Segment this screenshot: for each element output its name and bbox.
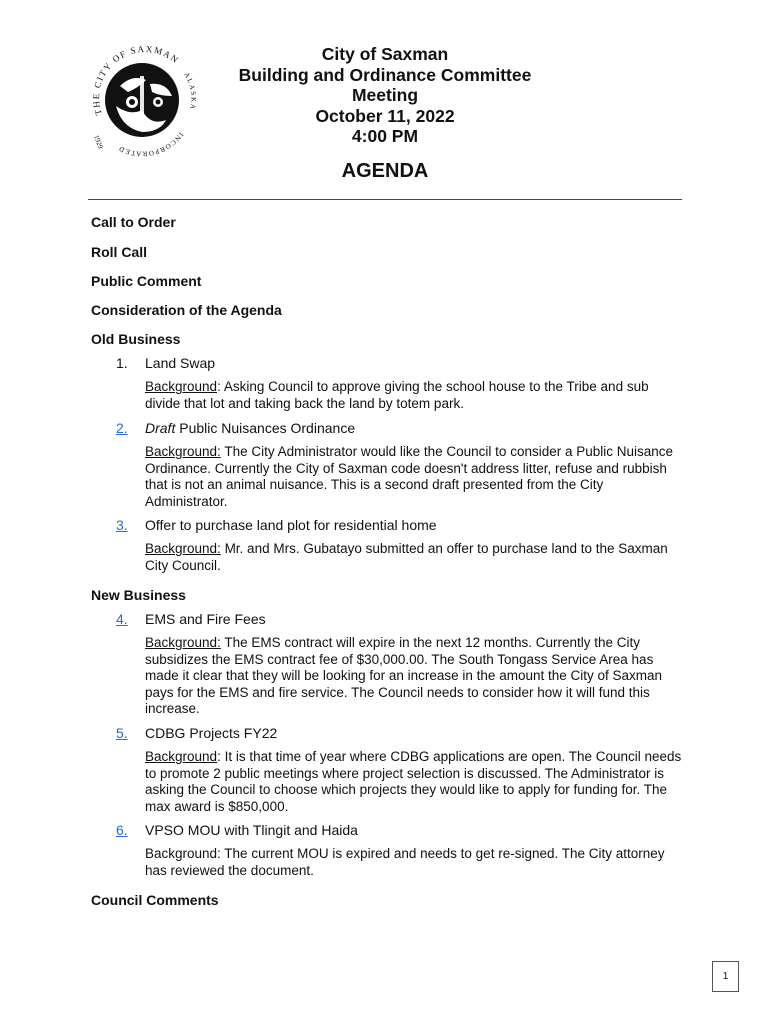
agenda-item-2: [116, 420, 686, 510]
item-number-link[interactable]: 4.: [116, 611, 128, 627]
item-number-link[interactable]: 3.: [116, 517, 128, 533]
item-background: [145, 379, 686, 412]
background-label: Background:: [145, 541, 221, 557]
section-old-business: Old Business: [91, 331, 181, 347]
item-number-link[interactable]: 5.: [116, 725, 128, 741]
item-background: Background: The current MOU is expired and needs to get re-signed. The City attorney has reviewed the document.: [145, 846, 665, 878]
background-text: : Asking Council to approve giving the school house to the Tribe and sub divide that lot and taking back the land by totem park.: [145, 379, 649, 411]
item-title: Draft Public Nuisances Ordinance: [145, 420, 356, 436]
item-number: 1.: [116, 355, 128, 371]
header-divider: [88, 199, 682, 200]
meeting-date: October 11, 2022: [315, 105, 455, 126]
seal-right-text: ALASKA: [182, 70, 198, 112]
committee-name: Building and Ordinance Committee: [238, 64, 532, 85]
section-public-comment: Public Comment: [91, 273, 202, 289]
svg-text:ALASKA: [182, 71, 197, 111]
background-label: Background:: [145, 635, 221, 651]
background-label: Background: [145, 749, 218, 765]
section-new-business: New Business: [91, 587, 186, 603]
agenda-heading: AGENDA: [341, 159, 429, 182]
item-number-link[interactable]: 6.: [116, 822, 128, 838]
page-number: 1: [712, 961, 739, 992]
section-call-to-order: Call to Order: [91, 214, 176, 230]
draft-label: Draft: [145, 420, 176, 436]
background-text: The EMS contract will expire in the next 12 months. Currently the City subsidizes the EMS contract fee of $30,000.00. The South Tongass Service Area has made it clear that they will be looking for an increase in the amount the City of Saxman pays for the EMS and fire service. The Council needs to consider how it will fund this increase.: [145, 635, 663, 717]
item-background: [145, 541, 686, 574]
item-number-link[interactable]: 2.: [116, 420, 128, 436]
item-background: [145, 749, 686, 815]
agenda-item-4: [116, 611, 686, 717]
agenda-item-5: [116, 725, 686, 815]
seal-year: 1929: [92, 133, 105, 150]
agenda-item-6: [116, 822, 686, 879]
item-title: EMS and Fire Fees: [145, 611, 266, 627]
item-background: [145, 635, 686, 717]
background-text: The City Administrator would like the Council to consider a Public Nuisance Ordinance. Currently the City of Saxman code doesn't address litter, refuse and rubbish that is not an animal nuisance. This is a second draft presented from the City Administrator.: [145, 444, 674, 509]
section-consideration-of-agenda: Consideration of the Agenda: [91, 302, 282, 318]
agenda-item-3: [116, 517, 686, 574]
seal-top-text: THE CITY OF SAXMAN: [91, 43, 182, 117]
meeting-time: 4:00 PM: [351, 126, 419, 147]
agenda-item-1: [116, 355, 686, 412]
background-text: : It is that time of year where CDBG applications are open. The Council needs to promote 2 public meetings where project selection is discussed. The Administrator is asking the Council to choose which projects they would like to apply for funding for. The max award is $850,000.: [145, 749, 682, 814]
section-council-comments: Council Comments: [91, 892, 219, 908]
item-title: Offer to purchase land plot for residential home: [145, 517, 437, 533]
background-text: Mr. and Mrs. Gubatayo submitted an offer to purchase land to the Saxman City Council.: [145, 541, 668, 573]
background-label: Background: [145, 379, 218, 395]
item-title: VPSO MOU with Tlingit and Haida: [145, 822, 358, 838]
item-title: Land Swap: [145, 355, 216, 371]
seal-bottom-text: INCORPORATED: [116, 130, 185, 158]
org-name: City of Saxman: [321, 44, 449, 64]
item-title: CDBG Projects FY22: [145, 725, 278, 741]
section-roll-call: Roll Call: [91, 244, 148, 260]
background-label: Background:: [145, 444, 221, 460]
item-background: [145, 444, 686, 510]
city-seal-logo: [80, 36, 204, 160]
meeting-label: Meeting: [351, 85, 419, 106]
meeting-header: [200, 44, 570, 183]
